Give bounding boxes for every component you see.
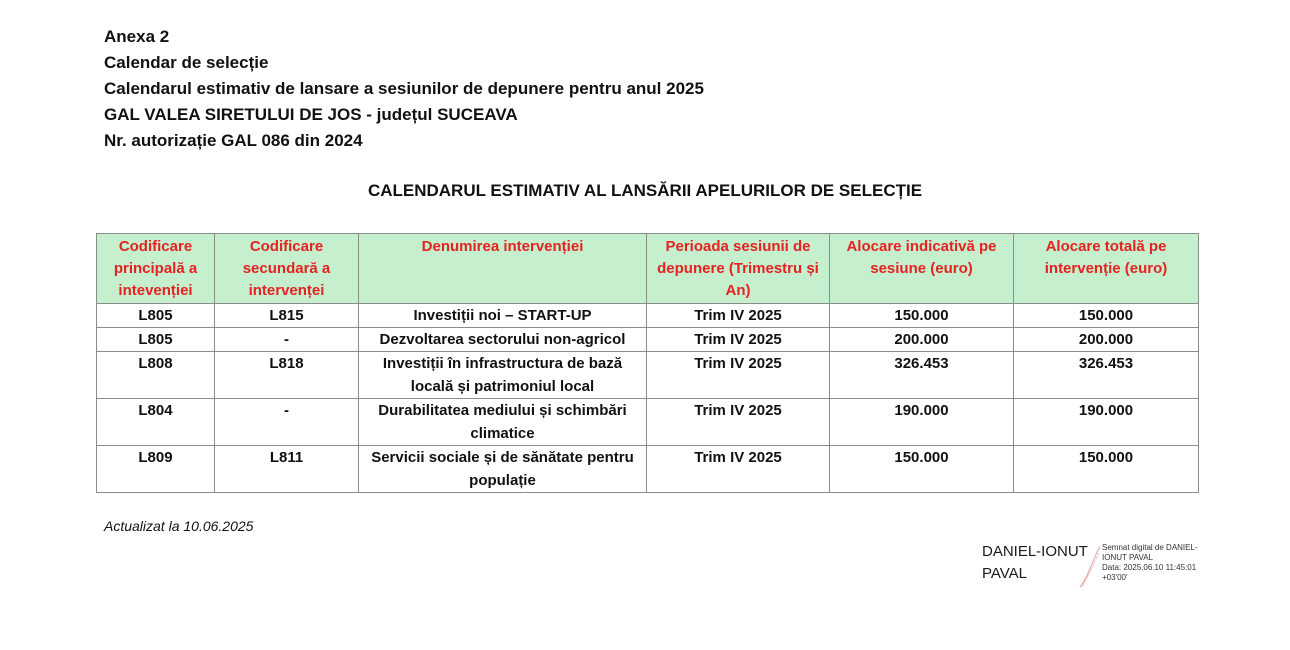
table-cell: Durabilitatea mediului și schimbări climatice <box>359 399 647 446</box>
signer-name <box>982 541 1088 585</box>
table-cell: L808 <box>97 352 215 399</box>
column-header: Codificare secundară a intervenței <box>215 234 359 304</box>
table-cell: 200.000 <box>1014 328 1199 352</box>
table-cell: L805 <box>97 328 215 352</box>
signature-detail-line: +03'00' <box>1102 573 1128 582</box>
table-cell: Servicii sociale și de sănătate pentru populație <box>359 446 647 493</box>
column-header: Alocare indicativă pe sesiune (euro) <box>830 234 1014 304</box>
table-cell: 150.000 <box>1014 304 1199 328</box>
table-row <box>97 352 1199 399</box>
table-row <box>97 328 1199 352</box>
table-cell: L805 <box>97 304 215 328</box>
column-header: Denumirea intervenției <box>359 234 647 304</box>
table-cell: Trim IV 2025 <box>647 399 830 446</box>
annex-label: Anexa 2 <box>104 27 170 46</box>
table-cell: Trim IV 2025 <box>647 304 830 328</box>
table-header-row <box>97 234 1199 304</box>
table-cell: L818 <box>215 352 359 399</box>
table-row <box>97 446 1199 493</box>
signer-name-line: PAVAL <box>982 565 1028 582</box>
table-cell: Trim IV 2025 <box>647 352 830 399</box>
table-cell: Investiții noi – START-UP <box>359 304 647 328</box>
organization-name: GAL VALEA SIRETULUI DE JOS - județul SUCEAVA <box>104 105 518 124</box>
document-description: Calendarul estimativ de lansare a sesiunilor de depunere pentru anul 2025 <box>104 79 704 98</box>
signature-detail-line: IONUT PAVAL <box>1102 553 1153 562</box>
document-header <box>104 24 704 154</box>
table-cell: 150.000 <box>1014 446 1199 493</box>
signature-details <box>1102 543 1212 583</box>
table-cell: 150.000 <box>830 446 1014 493</box>
table-cell: L815 <box>215 304 359 328</box>
table-cell: 326.453 <box>830 352 1014 399</box>
table-cell: L809 <box>97 446 215 493</box>
authorization-number: Nr. autorizație GAL 086 din 2024 <box>104 131 363 150</box>
table-cell: 326.453 <box>1014 352 1199 399</box>
table-cell: L811 <box>215 446 359 493</box>
table-title: CALENDARUL ESTIMATIV AL LANSĂRII APELURILOR DE SELECȚIE <box>367 181 923 200</box>
signature-detail-line: Semnat digital de DANIEL- <box>1102 543 1198 552</box>
signature-detail-line: Data: 2025.06.10 11:45:01 <box>1102 563 1197 572</box>
column-header: Perioada sesiunii de depunere (Trimestru și An) <box>647 234 830 304</box>
document-subtitle: Calendar de selecție <box>104 53 269 72</box>
table-cell: L804 <box>97 399 215 446</box>
table-row <box>97 399 1199 446</box>
signer-name-line: DANIEL-IONUT <box>982 543 1088 560</box>
signature-stroke-icon <box>1078 545 1102 589</box>
table-cell: 150.000 <box>830 304 1014 328</box>
selection-calendar-table <box>96 233 1199 493</box>
table-cell: 190.000 <box>830 399 1014 446</box>
column-header: Alocare totală pe intervenție (euro) <box>1014 234 1199 304</box>
table-row <box>97 304 1199 328</box>
table-cell: Dezvoltarea sectorului non-agricol <box>359 328 647 352</box>
table-cell: Trim IV 2025 <box>647 328 830 352</box>
table-cell: 200.000 <box>830 328 1014 352</box>
digital-signature <box>982 541 1212 591</box>
table-cell: Investiții în infrastructura de bază locală și patrimoniul local <box>359 352 647 399</box>
table-cell: 190.000 <box>1014 399 1199 446</box>
table-cell: Trim IV 2025 <box>647 446 830 493</box>
table-cell: - <box>215 328 359 352</box>
column-header: Codificare principală a intevenției <box>97 234 215 304</box>
updated-date: Actualizat la 10.06.2025 <box>104 518 254 534</box>
table-cell: - <box>215 399 359 446</box>
